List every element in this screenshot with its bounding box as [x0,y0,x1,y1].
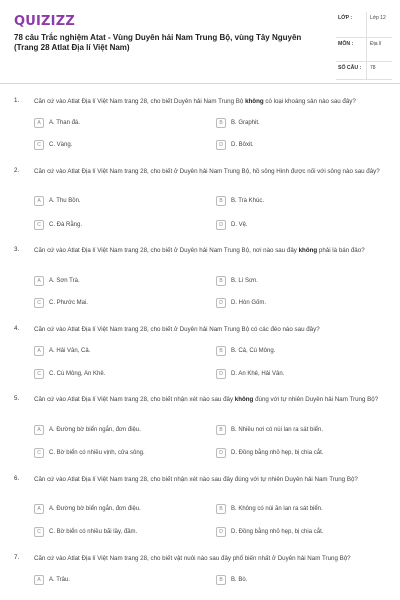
option-a[interactable]: A A. Trâu. [34,575,70,585]
question-text: Căn cứ vào Atlat Địa lí Việt Nam trang 28, cho biết ở Duyên hải Nam Trung Bộ, nơi nào sau đây không phải là bán đảo? [34,247,365,254]
option-b[interactable]: B B. Lí Sơn. [216,276,258,286]
question-text: Căn cứ vào Atlat Địa lí Việt Nam trang 28, cho biết nhận xét nào sau đây không đúng với tự nhiên Duyên hải Nam Trung Bộ? [34,396,379,403]
option-c[interactable]: C C. Đà Rằng. [34,220,82,230]
option-a[interactable]: A A. Than đá. [34,118,80,128]
subject-label: MÔN : [338,41,354,47]
option-b[interactable]: B B. Cả, Cù Mông. [216,346,275,356]
option-d[interactable]: D D. Vệ. [216,220,248,230]
option-c[interactable]: C C. Bờ biển có nhiều bãi lầy, đầm. [34,527,137,537]
question-text: Căn cứ vào Atlat Địa lí Việt Nam trang 28, cho biết ở Duyên hải Nam Trung Bộ, hồ sông Hinh được nối với sông nào sau đây? [34,168,380,175]
question-number: 3. [14,246,20,253]
question-number: 2. [14,167,20,174]
meta-row-subject [336,38,392,62]
subject-value: Địa lí [366,38,392,61]
question-number: 1. [14,97,20,104]
option-a[interactable]: A A. Đường bờ biển ngắn, đơn điệu. [34,504,141,514]
question-number: 6. [14,475,20,482]
question-number: 4. [14,325,20,332]
question-number: 7. [14,554,20,561]
option-d[interactable]: D D. Đồng bằng nhỏ hẹp, bị chia cắt. [216,448,323,458]
option-c[interactable]: C C. Vàng. [34,140,72,150]
option-a[interactable]: A A. Đường bờ biển ngắn, đơn điệu. [34,425,141,435]
option-d[interactable]: D D. Hòn Gốm. [216,298,266,308]
worksheet-title: 78 câu Trắc nghiệm Atat - Vùng Duyên hải Nam Trung Bộ, vùng Tây Nguyên (Trang 28 Atlat Địa lí Việt Nam) [14,33,302,52]
option-d[interactable]: D D. An Khê, Hải Vân. [216,369,284,379]
option-b[interactable]: B B. Trà Khúc. [216,196,264,206]
option-c[interactable]: C C. Phước Mai. [34,298,88,308]
option-d[interactable]: D D. Đồng bằng nhỏ hẹp, bị chia cắt. [216,527,323,537]
class-value: Lớp 12 [366,12,392,37]
worksheet-header [0,0,400,84]
meta-table [336,12,392,80]
question-text: Căn cứ vào Atlat Địa lí Việt Nam trang 28, cho biết nhận xét nào sau đây đúng với tự nhiên Duyên hải Nam Trung Bộ? [34,476,358,483]
question-text: Căn cứ vào Atlat Địa lí Việt Nam trang 28, cho biết vật nuôi nào sau đây phổ biến nhất ở Duyên hải Nam Trung Bộ? [34,555,351,562]
option-a[interactable]: A A. Thu Bồn. [34,196,81,206]
meta-row-class [336,12,392,38]
option-b[interactable]: B B. Nhiều nơi có núi lan ra sát biển. [216,425,323,435]
count-value: 78 [366,62,392,79]
meta-row-count [336,62,392,80]
option-b[interactable]: B B. Không có núi ăn lan ra sát biển. [216,504,323,514]
option-c[interactable]: C C. Bờ biển có nhiều vịnh, cửa sông. [34,448,145,458]
option-b[interactable]: B B. Bò. [216,575,247,585]
option-a[interactable]: A A. Hải Vân, Cả. [34,346,90,356]
option-c[interactable]: C C. Cù Mông, An Khê. [34,369,105,379]
count-label: SỐ CÂU : [338,65,362,71]
option-a[interactable]: A A. Sơn Trà. [34,276,80,286]
option-b[interactable]: B B. Graphit. [216,118,260,128]
question-text: Căn cứ vào Atlat Địa lí Việt Nam trang 28, cho biết ở Duyên hải Nam Trung Bộ có các đèo nào sau đây? [34,326,320,333]
option-d[interactable]: D D. Bôxit. [216,140,254,150]
question-text: Căn cứ vào Atlat Địa lí Việt Nam trang 28, cho biết Duyên hải Nam Trung Bộ không có loại khoáng sản nào sau đây? [34,98,356,105]
question-number: 5. [14,395,20,402]
class-label: LỚP : [338,15,353,21]
quizizz-logo: QUIZIZZ [14,14,75,29]
